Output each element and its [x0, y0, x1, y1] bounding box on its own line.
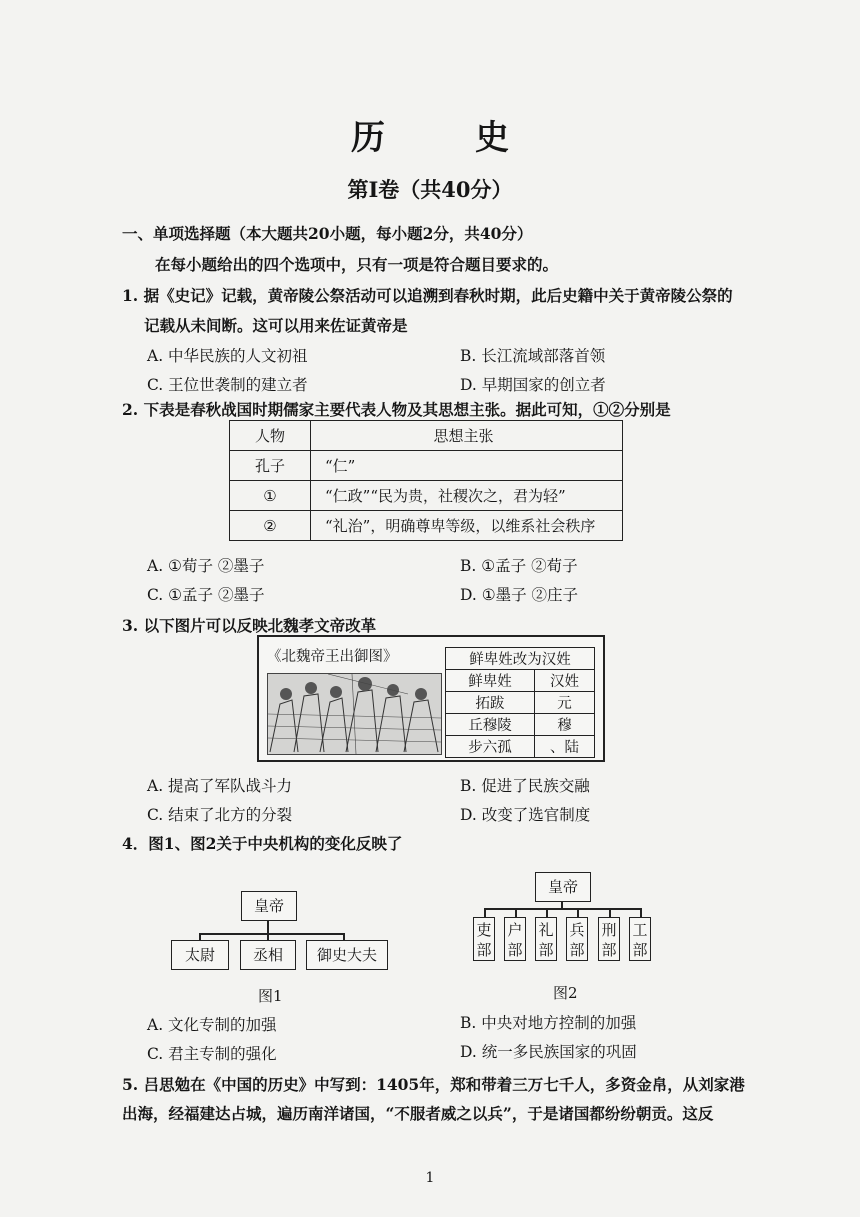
- procession-engraving-image: [267, 673, 442, 755]
- q2-cell-person: ①: [230, 481, 311, 511]
- q1-option-c: C. 王位世袭制的建立者: [147, 376, 308, 394]
- q2-option-a: A. ①荀子 ②墨子: [147, 557, 265, 575]
- section-heading: 一、单项选择题（本大题共20小题，每小题2分，共40分）: [122, 224, 533, 243]
- q3-figure: [257, 635, 605, 762]
- fig1-connector: [199, 933, 344, 935]
- section-subtitle: 第Ⅰ卷（共40分）: [347, 177, 513, 202]
- fig2-ministry-box: 工 部: [629, 917, 651, 961]
- fig1-caption: 图1: [258, 987, 283, 1005]
- q3-surname-table: [445, 647, 595, 758]
- fig1-emperor-box: 皇帝: [241, 891, 297, 921]
- q3-option-c: C. 结束了北方的分裂: [147, 806, 293, 824]
- q2-header-person: 人物: [230, 421, 311, 451]
- q3-header-xianbei: 鲜卑姓: [446, 670, 535, 692]
- fig2-emperor-box: 皇帝: [535, 872, 591, 902]
- fig2-ministry-box: 礼 部: [535, 917, 557, 961]
- fig2-connector: [484, 908, 641, 910]
- q2-cell-person: 孔子: [230, 451, 311, 481]
- q3-header-han: 汉姓: [534, 670, 594, 692]
- q4-option-a: A. 文化专制的加强: [147, 1016, 277, 1034]
- q3-cell-han: 穆: [534, 714, 594, 736]
- page-number: 1: [425, 1170, 435, 1186]
- q2-option-d: D. ①墨子 ②庄子: [460, 586, 579, 604]
- q3-stem: 3. 以下图片可以反映北魏孝文帝改革: [122, 616, 377, 635]
- fig1-connector: [267, 920, 269, 934]
- q3-cell-han: 元: [534, 692, 594, 714]
- fig1-child-box: 御史大夫: [306, 940, 388, 970]
- q3-option-b: B. 促进了民族交融: [460, 777, 590, 795]
- q2-cell-idea: “礼治”，明确尊卑等级，以维系社会秩序: [311, 511, 623, 541]
- q2-header-idea: 思想主张: [311, 421, 623, 451]
- fig1-child-box: 太尉: [171, 940, 229, 970]
- q4-option-d: D. 统一多民族国家的巩固: [460, 1043, 637, 1061]
- q3-cell-xianbei: 步六孤: [446, 736, 535, 758]
- q1-stem-line1: 1. 据《史记》记载，黄帝陵公祭活动可以追溯到春秋时期，此后史籍中关于黄帝陵公祭的: [122, 286, 733, 305]
- fig2-ministry-box: 兵 部: [566, 917, 588, 961]
- q2-option-c: C. ①孟子 ②墨子: [147, 586, 265, 604]
- fig2-ministry-box: 刑 部: [598, 917, 620, 961]
- q3-option-a: A. 提高了军队战斗力: [147, 777, 293, 795]
- q4-option-b: B. 中央对地方控制的加强: [460, 1014, 637, 1032]
- q2-cell-idea: “仁政”“民为贵，社稷次之，君为轻”: [311, 481, 623, 511]
- q3-table-title: 鲜卑姓改为汉姓: [446, 648, 595, 670]
- q2-table: [229, 420, 623, 541]
- q3-cell-xianbei: 丘穆陵: [446, 714, 535, 736]
- fig2-ministry-box: 吏 部: [473, 917, 495, 961]
- q1-option-d: D. 早期国家的创立者: [460, 376, 606, 394]
- q3-image-caption: 《北魏帝王出御图》: [267, 649, 398, 665]
- q5-stem-line2: 出海，经福建达占城，遍历南洋诸国，“不服者威之以兵”，于是诸国都纷纷朝贡。这反: [122, 1104, 714, 1123]
- q3-cell-han: 、陆: [534, 736, 594, 758]
- fig1-child-box: 丞相: [240, 940, 296, 970]
- fig2-ministry-box: 户 部: [504, 917, 526, 961]
- q2-stem: 2. 下表是春秋战国时期儒家主要代表人物及其思想主张。据此可知，①②分别是: [122, 400, 671, 419]
- q3-cell-xianbei: 拓跋: [446, 692, 535, 714]
- q2-cell-idea: “仁”: [311, 451, 623, 481]
- fig2-caption: 图2: [553, 984, 578, 1002]
- q3-option-d: D. 改变了选官制度: [460, 806, 591, 824]
- q2-option-b: B. ①孟子 ②荀子: [460, 557, 578, 575]
- section-instruction: 在每小题给出的四个选项中，只有一项是符合题目要求的。: [155, 255, 559, 274]
- q1-option-a: A. 中华民族的人文初祖: [147, 347, 308, 365]
- q4-stem: 4．图1、图2关于中央机构的变化反映了: [122, 834, 403, 853]
- q1-stem-line2: 记载从未间断。这可以用来佐证黄帝是: [144, 316, 408, 335]
- page-title: 历 史: [351, 118, 537, 158]
- q4-option-c: C. 君主专制的强化: [147, 1045, 277, 1063]
- q1-option-b: B. 长江流域部落首领: [460, 347, 606, 365]
- q2-cell-person: ②: [230, 511, 311, 541]
- q5-stem-line1: 5. 吕思勉在《中国的历史》中写到：1405年，郑和带着三万七千人，多资金帛，从刘家港: [122, 1075, 745, 1094]
